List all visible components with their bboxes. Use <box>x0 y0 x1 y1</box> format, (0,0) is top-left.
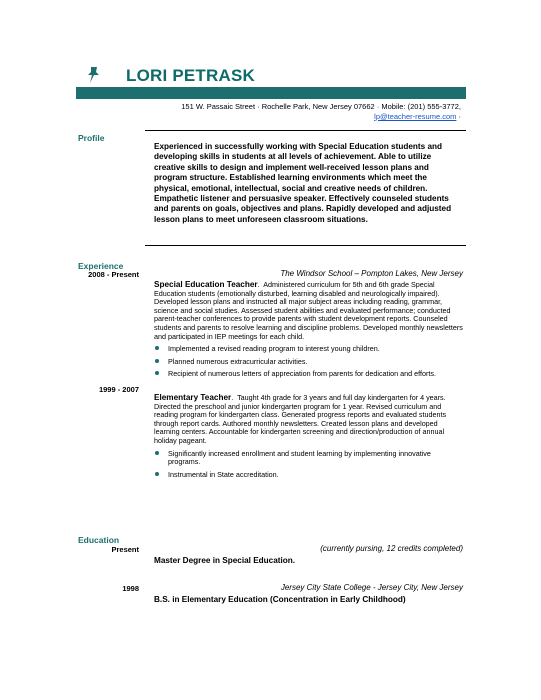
header-bar <box>76 87 466 99</box>
education-note: (currently pursing, 12 credits completed) <box>320 544 463 553</box>
job-employer: The Windsor School – Pompton Lakes, New Jersey <box>280 269 463 278</box>
job-entry: Elementary Teacher. Taught 4th grade for 3 years and full day kindergarten for 4 years. Directed the preschool and junior kindergarten program for 1 year. Revised curriculum and reading program for kindergarten class. Generated progress reports and evaluated students through report cards. Authored monthly newsletters. Created lesson plans and developed learning centers. Accountable for kindergarten screening and direction/production of annual holiday pageant. Significantly increased enrollment and student learning by implementing innovative programs. Instrumental in State accreditation. <box>154 394 464 483</box>
list-item <box>154 345 464 354</box>
list-item <box>154 450 464 467</box>
profile-top-rule <box>145 130 466 131</box>
job-entry: Special Education Teacher. Administered curriculum for 5th and 6th grade Special Education students (emotionally disturbed, learning disabled and neurologically impaired). Developed lesson plans and instructed all major subject areas including reading, grammar, science and social studies. Assessed student abilities and evaluated performance; conducted parent-teacher conferences to provide parents with student development reports. Counseled students and parents to resolve learning and discipline problems. Developed monthly newsletters and participated in IEP meetings for each child. Implemented a revised reading program to interest young children. Planned numerous extracurricular activities. Recipient of numerous letters of appreciation from parents for dedication and efforts. <box>154 280 463 379</box>
section-label-education: Education <box>78 535 120 545</box>
bullet-icon <box>155 472 159 476</box>
education-school: Jersey City State College - Jersey City, New Jersey <box>280 583 463 592</box>
list-item <box>154 471 464 480</box>
bullet-text: Recipient of numerous letters of appreciation from parents for dedication and efforts. <box>168 369 436 379</box>
email-link[interactable]: lp@teacher-resume.com <box>374 112 457 121</box>
section-label-experience: Experience <box>78 261 124 271</box>
pushpin-icon <box>85 66 101 84</box>
bullet-text: Significantly increased enrollment and student learning by implementing innovative programs. <box>168 448 431 467</box>
education-degree <box>154 556 295 565</box>
bullet-icon <box>155 371 159 375</box>
bullet-icon <box>155 451 159 455</box>
education-dates: 1998 <box>122 584 139 593</box>
job-dates: 2008 - Present <box>88 270 139 279</box>
job-description: Taught 4th grade for 3 years and full day kindergarten for 4 years. Directed the preschool and junior kindergarten program for 1 year. Revised curriculum and reading program for kindergarten class. Generated progress reports and evaluated students through report cards. Authored monthly newsletters. Created lesson plans and developed learning centers. Accountable for kindergarten screening and direction/production of annual holiday pageant. <box>154 393 447 445</box>
job-title: Elementary Teacher <box>154 393 232 402</box>
bullet-text: Instrumental in State accreditation. <box>168 469 279 479</box>
education-degree-suffix: . <box>292 556 296 565</box>
email-suffix: · <box>456 112 461 121</box>
profile-bottom-rule <box>145 245 466 246</box>
education-degree-name: Master Degree in Special Education <box>154 556 293 565</box>
job-title: Special Education Teacher <box>154 280 258 289</box>
contact-address: 151 W. Passaic Street · Rochelle Park, New Jersey 07662 · Mobile: (201) 555-3772, <box>181 102 461 111</box>
job-dates: 1999 - 2007 <box>98 385 139 394</box>
job-bullet-list <box>154 345 464 379</box>
bullet-text: Implemented a revised reading program to interest young children. <box>168 344 380 354</box>
education-dates: Present <box>111 545 139 554</box>
bullet-text: Planned numerous extracurricular activities. <box>168 356 308 366</box>
contact-info <box>181 102 461 122</box>
education-degree-name: B.S. in Elementary Education (Concentration in Early Childhood) <box>154 595 406 604</box>
list-item <box>154 370 464 379</box>
job-description: Administered curriculum for 5th and 6th grade Special Education students (emotionally disturbed, learning disabled and neurologically impaired). Developed lesson plans and instructed all major subject areas including reading, grammar, science and social studies. Assessed student abilities and evaluated performance; conducted parent-teacher conferences to provide parents with student development reports. Counseled students and parents to resolve learning and discipline problems. Developed monthly newsletters and participated in IEP meetings for each child. <box>154 280 463 341</box>
education-degree <box>154 595 406 604</box>
section-label-profile: Profile <box>78 133 105 143</box>
bullet-icon <box>155 359 159 363</box>
bullet-icon <box>155 346 159 350</box>
job-bullet-list <box>154 450 464 480</box>
candidate-name: LORI PETRASK <box>126 66 255 85</box>
list-item <box>154 358 464 367</box>
profile-summary: Experienced in successfully working with Special Education students and developing skills in students at all levels of achievement. Able to utilize creative skills to design and implement well-received lesson plans and program structure. Established learning environments which meet the physical, emotional, intellectual, social and creative needs of children. Empathetic listener and persuasive speaker. Effectively counseled students and parents on goals, objectives and plans. Rapidly developed and adjusted lesson plans to meet unforeseen classroom situations. <box>154 142 452 224</box>
